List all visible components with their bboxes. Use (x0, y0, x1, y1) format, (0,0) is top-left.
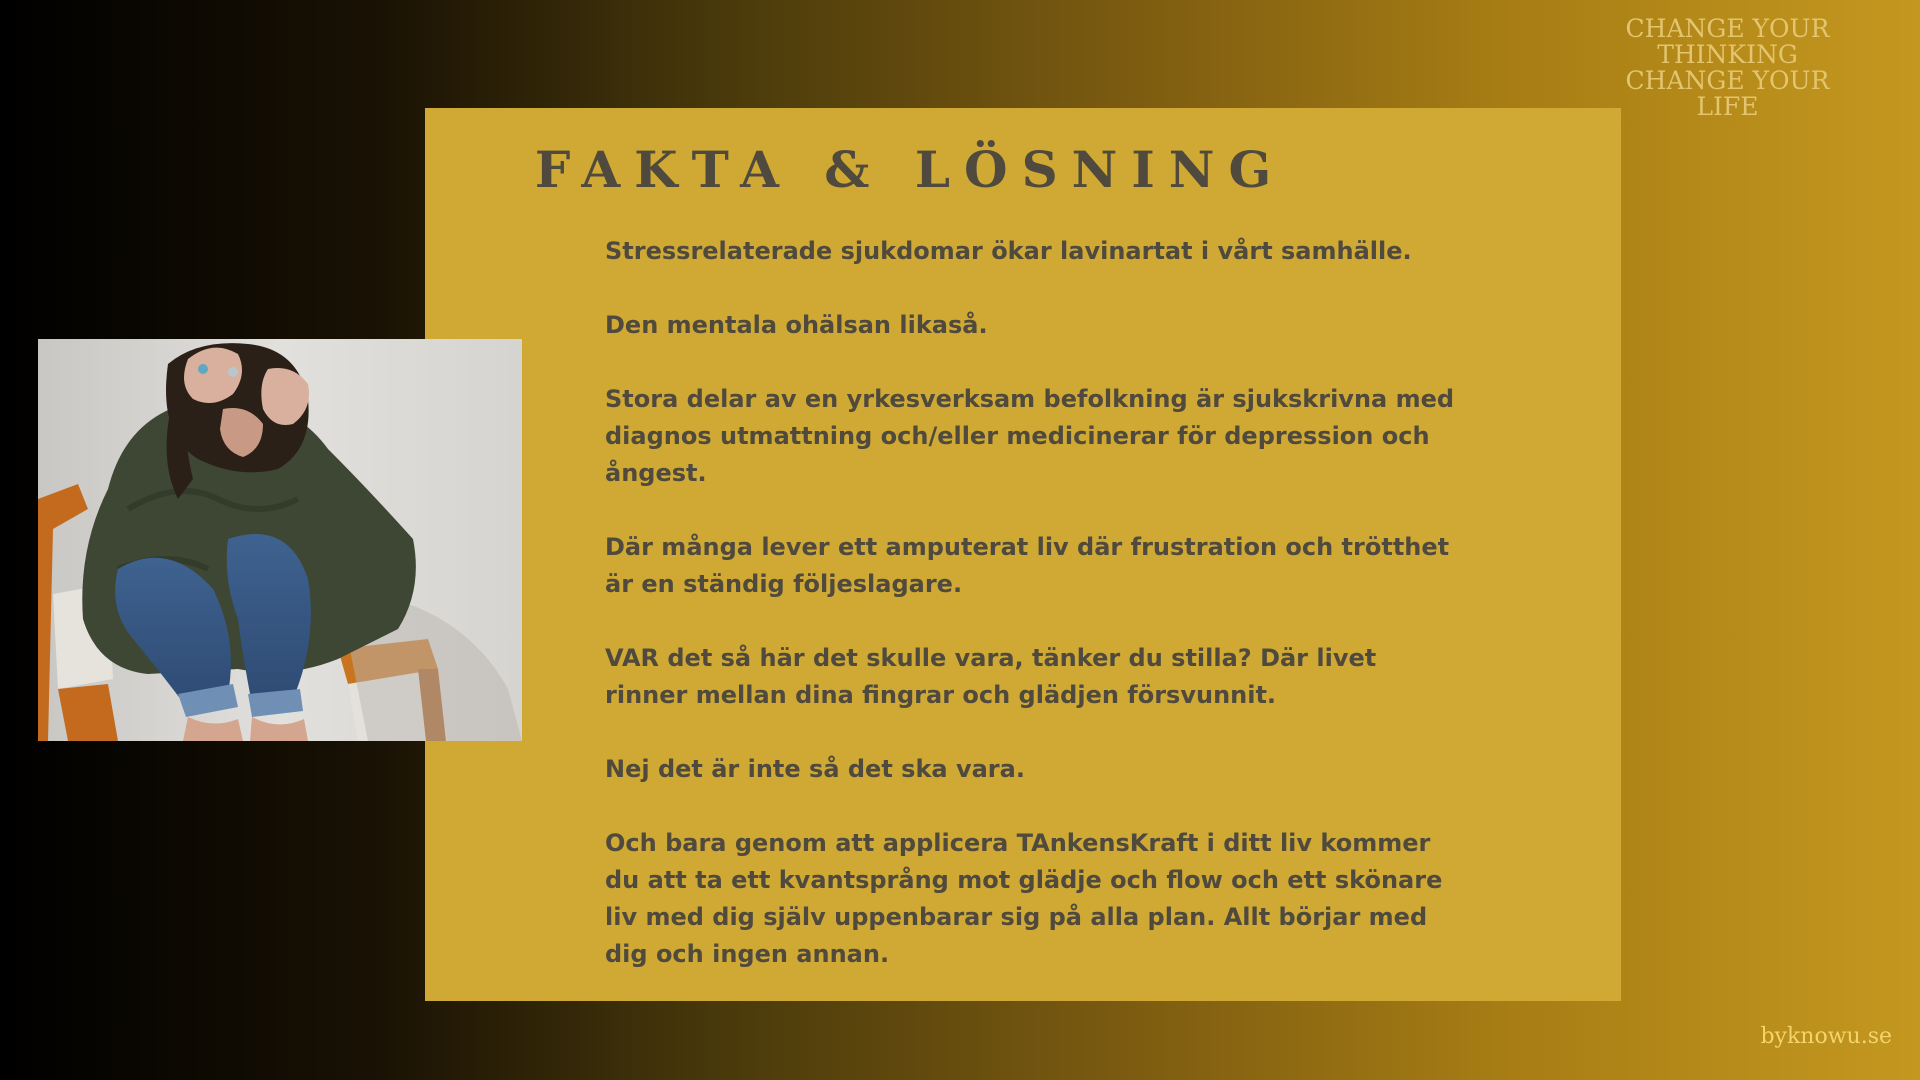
paragraph-5: VAR det så här det skulle vara, tänker du stilla? Där livet rinner mellan dina fingrar och glädjen försvunnit. (605, 644, 1377, 709)
content-panel (425, 108, 1621, 1001)
paragraph-4: Där många lever ett amputerat liv där frustration och trötthet är en ständig följeslagare. (605, 533, 1450, 598)
photo-illustration (38, 339, 522, 741)
paragraph-1: Stressrelaterade sjukdomar ökar lavinartat i vårt samhälle. (605, 237, 1412, 265)
slide-body (605, 233, 1455, 1010)
paragraph-6: Nej det är inte så det ska vara. (605, 755, 1025, 783)
slide-title: FAKTA & LÖSNING (534, 140, 1286, 199)
tagline-line-4: LIFE (1696, 92, 1759, 121)
paragraph-2: Den mentala ohälsan likaså. (605, 311, 988, 339)
paragraph-3: Stora delar av en yrkesverksam befolkning är sjukskrivna med diagnos utmattning och/eller medicinerar för depression och ångest. (605, 385, 1455, 487)
tagline-line-3: CHANGE YOUR (1625, 66, 1830, 95)
tagline-line-1: CHANGE YOUR (1625, 14, 1830, 43)
footer-site-link[interactable]: byknowu.se (1760, 1024, 1892, 1049)
stressed-woman-photo (38, 339, 522, 741)
tagline-line-2: THINKING (1657, 40, 1798, 69)
paragraph-7: Och bara genom att applicera TAnkensKraft i ditt liv kommer du att ta ett kvantsprång mot glädje och flow och ett skönare liv med dig själv uppenbarar sig på alla plan. Allt börjar med dig och ingen annan. (605, 829, 1443, 968)
tagline (1570, 16, 1885, 120)
